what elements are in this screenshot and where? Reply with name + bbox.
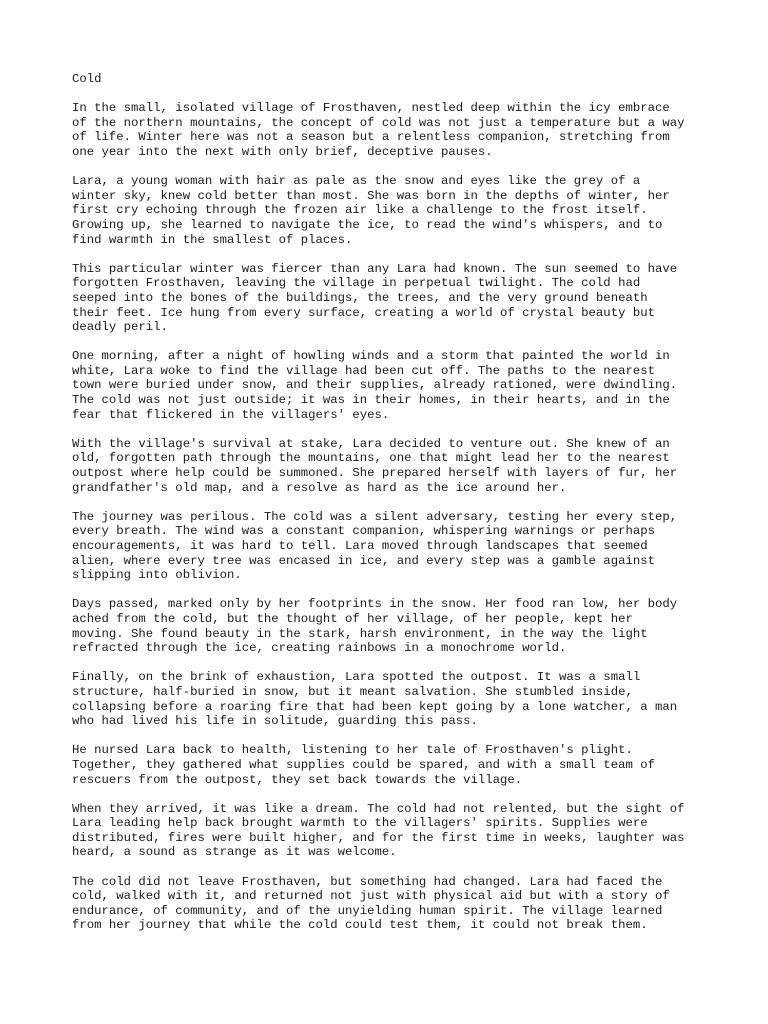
- text-line: encouragements, it was hard to tell. Lara moved through landscapes that seemed: [72, 539, 648, 553]
- text-line: town were buried under snow, and their supplies, already rationed, were dwindling.: [72, 378, 678, 393]
- paragraph: [72, 510, 702, 583]
- text-line: Finally, on the brink of exhaustion, Lara spotted the outpost. It was a small: [72, 670, 641, 685]
- text-line: every breath. The wind was a constant companion, whispering warnings or perhaps: [72, 524, 655, 539]
- paragraph: [72, 262, 702, 335]
- text-line: forgotten Frosthaven, leaving the village in perpetual twilight. The cold had: [72, 276, 641, 291]
- text-line: of life. Winter here was not a season but a relentless companion, stretching from: [72, 130, 670, 145]
- paragraph: [72, 597, 702, 655]
- paragraph-list: [72, 101, 702, 933]
- text-line: cold, walked with it, and returned not just with physical aid but with a story of: [72, 889, 670, 904]
- text-line: structure, half-buried in snow, but it meant salvation. She stumbled inside,: [72, 684, 633, 699]
- text-line: Days passed, marked only by her footprints in the snow. Her food ran low, her body: [72, 597, 678, 612]
- text-line: endurance, of community, and of the unyielding human spirit. The village learned: [72, 903, 663, 918]
- text-line: The journey was perilous. The cold was a silent adversary, testing her every step,: [72, 509, 678, 524]
- text-line: heard, a sound as strange as it was welcome.: [72, 845, 397, 860]
- text-line: Together, they gathered what supplies could be spared, and with a small team of: [72, 757, 655, 772]
- text-line: refracted through the ice, creating rainbows in a monochrome world.: [72, 641, 567, 656]
- text-line: This particular winter was fiercer than any Lara had known. The sun seemed to have: [72, 261, 678, 276]
- paragraph: [72, 743, 702, 787]
- text-line: one year into the next with only brief, deceptive pauses.: [72, 144, 493, 159]
- text-line: With the village's survival at stake, Lara decided to venture out. She knew of an: [72, 436, 670, 451]
- text-line: Lara, a young woman with hair as pale as the snow and eyes like the grey of a: [72, 174, 641, 189]
- text-line: The cold did not leave Frosthaven, but something had changed. Lara had faced the: [72, 874, 663, 889]
- document-body: [72, 72, 702, 948]
- text-line: outpost where help could be summoned. She prepared herself with layers of fur, her: [72, 466, 678, 481]
- text-line: slipping into oblivion.: [72, 568, 242, 583]
- text-line: who had lived his life in solitude, guarding this pass.: [72, 714, 478, 729]
- text-line: distributed, fires were built higher, and for the first time in weeks, laughter was: [72, 830, 685, 845]
- text-line: Lara leading help back brought warmth to the villagers' spirits. Supplies were: [72, 816, 648, 831]
- text-line: Growing up, she learned to navigate the ice, to read the wind's whispers, and to: [72, 217, 663, 232]
- text-line: alien, where every tree was encased in ice, and every step was a gamble against: [72, 553, 655, 568]
- text-line: When they arrived, it was like a dream. The cold had not relented, but the sight of: [72, 801, 685, 816]
- paragraph: [72, 670, 702, 728]
- paragraph: [72, 802, 702, 860]
- text-line: first cry echoing through the frozen air like a challenge to the frost itself.: [72, 203, 648, 218]
- text-line: fear that flickered in the villagers' eyes.: [72, 407, 390, 422]
- text-line: of the northern mountains, the concept of cold was not just a temperature but a way: [72, 115, 685, 130]
- text-line: rescuers from the outpost, they set back towards the village.: [72, 772, 523, 787]
- text-line: white, Lara woke to find the village had been cut off. The paths to the nearest: [72, 363, 655, 378]
- text-line: One morning, after a night of howling winds and a storm that painted the world in: [72, 349, 670, 364]
- document-title: Cold: [72, 72, 102, 86]
- text-line: from her journey that while the cold could test them, it could not break them.: [72, 918, 648, 933]
- paragraph: [72, 437, 702, 495]
- text-line: old, forgotten path through the mountains, one that might lead her to the nearest: [72, 451, 670, 466]
- paragraph: [72, 101, 702, 159]
- text-line: ached from the cold, but the thought of her village, of her people, kept her: [72, 611, 633, 626]
- text-line: He nursed Lara back to health, listening to her tale of Frosthaven's plight.: [72, 743, 633, 758]
- text-line: collapsing before a roaring fire that had been kept going by a lone watcher, a man: [72, 699, 678, 714]
- paragraph: [72, 875, 702, 933]
- text-line: In the small, isolated village of Frosthaven, nestled deep within the icy embrace: [72, 101, 670, 116]
- text-line: find warmth in the smallest of places.: [72, 232, 353, 247]
- text-line: The cold was not just outside; it was in their homes, in their hearts, and in the: [72, 393, 670, 408]
- text-line: winter sky, knew cold better than most. She was born in the depths of winter, her: [72, 188, 670, 203]
- text-line: grandfather's old map, and a resolve as hard as the ice around her.: [72, 480, 567, 495]
- text-line: seeped into the bones of the buildings, the trees, and the very ground beneath: [72, 290, 648, 305]
- text-line: deadly peril.: [72, 320, 168, 335]
- paragraph: [72, 174, 702, 247]
- text-line: moving. She found beauty in the stark, harsh environment, in the way the light: [72, 626, 648, 641]
- paragraph: [72, 349, 702, 422]
- text-line: their feet. Ice hung from every surface, creating a world of crystal beauty but: [72, 305, 655, 320]
